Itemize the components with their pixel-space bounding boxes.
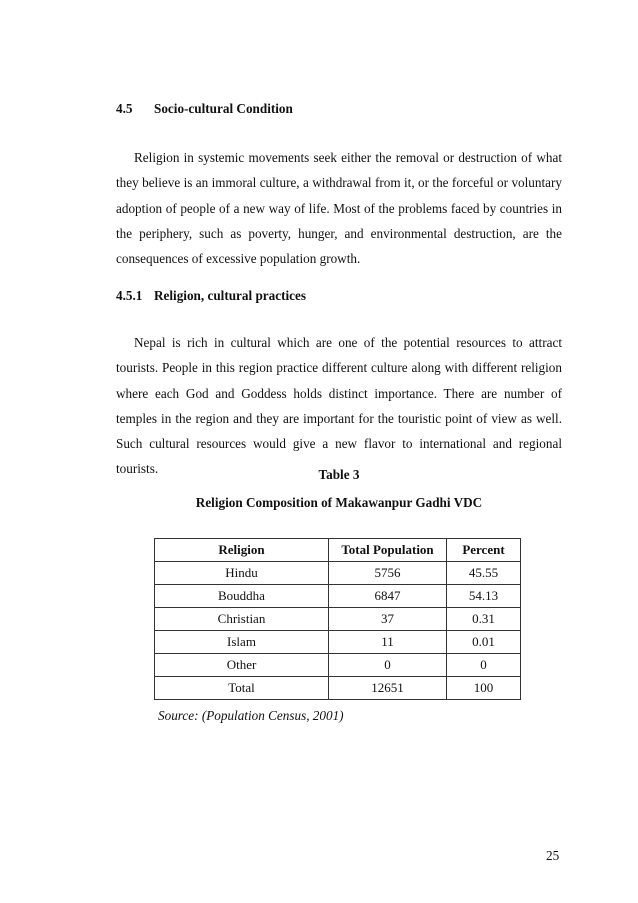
population-cell: 11 bbox=[329, 631, 447, 654]
religion-cell: Christian bbox=[155, 608, 329, 631]
column-header-percent: Percent bbox=[447, 539, 521, 562]
percent-cell: 54.13 bbox=[447, 585, 521, 608]
population-cell: 6847 bbox=[329, 585, 447, 608]
table-row bbox=[155, 585, 521, 608]
population-cell: 5756 bbox=[329, 562, 447, 585]
table-row bbox=[155, 654, 521, 677]
column-header-religion: Religion bbox=[155, 539, 329, 562]
population-cell: 12651 bbox=[329, 677, 447, 700]
table-row bbox=[155, 631, 521, 654]
percent-cell: 100 bbox=[447, 677, 521, 700]
percent-cell: 0.01 bbox=[447, 631, 521, 654]
table-caption: Religion Composition of Makawanpur Gadhi VDC bbox=[195, 495, 483, 510]
population-cell: 37 bbox=[329, 608, 447, 631]
table-row bbox=[155, 562, 521, 585]
religion-cell: Other bbox=[155, 654, 329, 677]
section-4-5-1-title: Religion, cultural practices bbox=[154, 288, 306, 303]
table-total-row bbox=[155, 677, 521, 700]
table-source: Source: (Population Census, 2001) bbox=[158, 708, 344, 723]
table-label: Table 3 bbox=[318, 467, 360, 482]
section-4-5-1-number: 4.5.1 bbox=[116, 288, 143, 303]
religion-cell: Bouddha bbox=[155, 585, 329, 608]
table-row bbox=[155, 608, 521, 631]
religion-cell: Hindu bbox=[155, 562, 329, 585]
table-header-row bbox=[155, 539, 521, 562]
paragraph-religion-cultural: Nepal is rich in cultural which are one of the potential resources to attract tourists. People in this region practice different culture along with different religion where each God and Goddess holds distinct importance. There are number of temples in the region and they are important for the touristic point of view as well. Such cultural resources would give a new flavor to international and regional tourists. bbox=[116, 335, 562, 477]
religion-cell: Islam bbox=[155, 631, 329, 654]
column-header-total-population: Total Population bbox=[329, 539, 447, 562]
section-4-5-number: 4.5 bbox=[116, 101, 133, 116]
section-4-5-title: Socio-cultural Condition bbox=[154, 101, 293, 116]
page-number: 25 bbox=[546, 848, 560, 863]
percent-cell: 0 bbox=[447, 654, 521, 677]
religion-cell: Total bbox=[155, 677, 329, 700]
percent-cell: 45.55 bbox=[447, 562, 521, 585]
religion-table bbox=[154, 538, 521, 700]
population-cell: 0 bbox=[329, 654, 447, 677]
percent-cell: 0.31 bbox=[447, 608, 521, 631]
paragraph-socio-cultural: Religion in systemic movements seek either the removal or destruction of what they believe is an immoral culture, a withdrawal from it, or the forceful or voluntary adoption of people of a new way of life. Most of the problems faced by countries in the periphery, such as poverty, hunger, and environmental destruction, are the consequences of excessive population growth. bbox=[116, 150, 562, 267]
